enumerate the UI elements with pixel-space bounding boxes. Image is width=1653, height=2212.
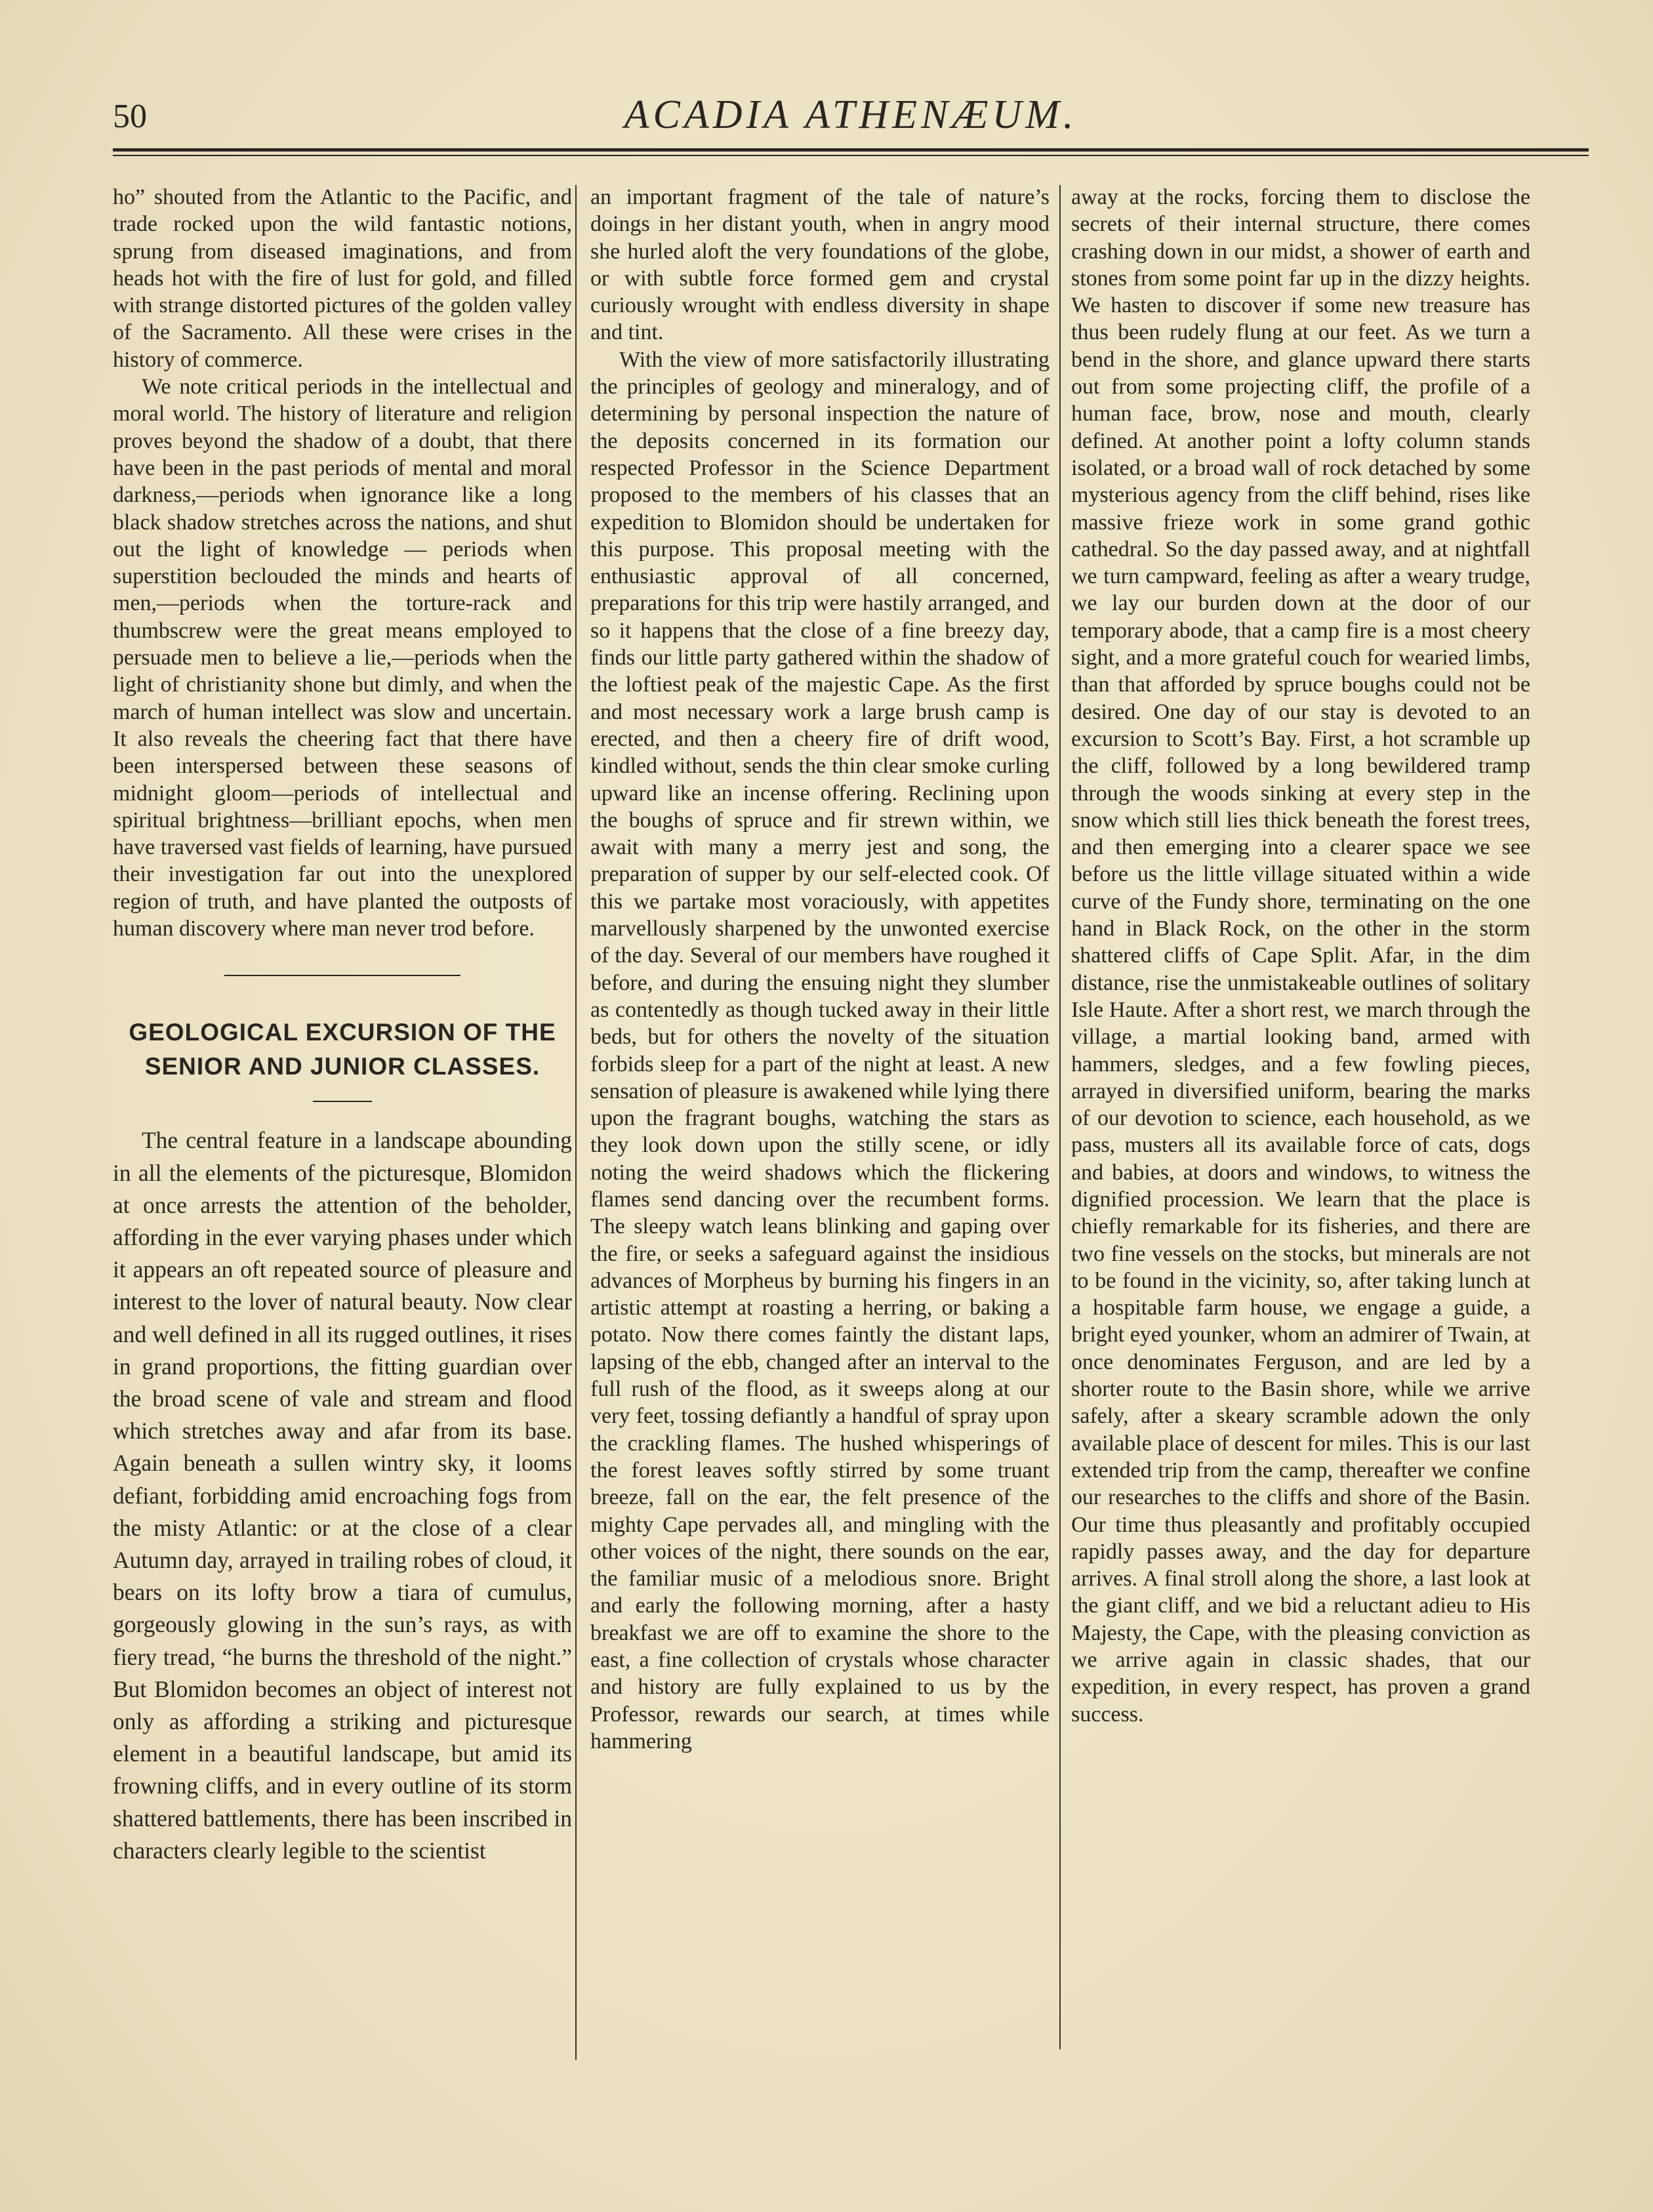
page-header [113,92,1589,144]
section-title [113,1015,572,1084]
running-title: ACADIA ATHENÆUM. [624,92,1078,137]
column-1 [113,184,572,1867]
paragraph: The central feature in a landscape abounding in all the elements of the picturesque, Blomidon at once arrests the attention of the beholder, affording in the ever varying phases under which it appears an oft repeated source of pleasure and interest to the lover of natural beauty. Now clear and well defined in all its rugged outlines, it rises in grand proportions, the fitting guardian over the broad scene of vale and stream and flood which stretches away and afar from its base. Again beneath a sullen wintry sky, it looms defiant, forbidding amid encroaching fogs from the misty Atlantic: or at the close of a clear Autumn day, arrayed in trailing robes of cloud, it bears on its lofty brow a tiara of cumulus, gorgeously glowing in the sun’s rays, as with fiery tread, “he burns the threshold of the night.” But Blomidon becomes an object of interest not only as affording a striking and picturesque element in a beautiful landscape, but amid its frowning cliffs, and in every outline of its storm shattered battlements, there has been inscribed in characters clearly legible to the scientist [113,1127,572,1864]
section-title-line-1: GEOLOGICAL EXCURSION OF THE [129,1019,556,1046]
section-separator [224,975,460,976]
paragraph: We note critical periods in the intellectual and moral world. The history of literature and religion proves beyond the shadow of a doubt, that there have been in the past periods of mental and moral darkness,—periods when ignorance like a long black shadow stretches across the nations, and shut out the light of knowledge — periods when superstition beclouded the minds and hearts of men,—periods when the torture-rack and thumbscrew were the great means employed to persuade men to believe a lie,—periods when the light of christianity shone but dimly, and when the march of human intellect was slow and uncertain. It also reveals the cheering fact that there have been interspersed between these seasons of midnight gloom—periods of intellectual and spiritual brightness—brilliant epochs, when men have traversed vast fields of learning, have pursued their investigation far out into the unexplored region of truth, and have planted the outposts of human discovery where man never trod before. [113,375,572,941]
column-divider-2 [1059,185,1061,2049]
paragraph: ho” shouted from the Atlantic to the Pacific, and trade rocked upon the wild fantastic notions, sprung from diseased imaginations, and from heads hot with the fire of lust for gold, and filled with strange distorted pictures of the golden valley of the Sacramento. All these were crises in the history of commerce. [113,185,572,372]
column-divider-1 [575,185,577,2060]
column-3 [1071,184,1530,1728]
page-number: 50 [113,98,147,135]
paragraph: With the view of more satisfactorily illustrating the principles of geology and mineralogy, and of determining by personal inspection the nature of the deposits concerned in its formation our respected Professor in the Science Department proposed to the members of his classes that an expedition to Blomidon should be undertaken for this purpose. This proposal meeting with the enthusiastic approval of all concerned, preparations for this trip were hastily arranged, and so it happens that the close of a fine breezy day, finds our little party gathered within the shadow of the loftiest peak of the majestic Cape. As the first and most necessary work a large brush camp is erected, and then a cheery fire of drift wood, kindled without, sends the thin clear smoke curling upward like an incense offering. Reclining upon the boughs of spruce and fir strewn within, we await with many a merry jest and song, the preparation of supper by our self-elected cook. Of this we partake most voraciously, with appetites marvellously sharpened by the unwonted exercise of the day. Several of our members have roughed it before, and during the ensuing night they slumber as contentedly as though tucked away in their little beds, but for others the novelty of the situation forbids sleep for a part of the night at least. A new sensation of pleasure is awakened while lying there upon the fragrant boughs, watching the stars as they look down upon the stilly scene, or idly noting the weird shadows which the flickering flames send dancing over the recumbent forms. The sleepy watch leans blinking and gaping over the fire, or seeks a safeguard against the insidious advances of Morpheus by burning his fingers in an artistic attempt at roasting a herring, or baking a potato. Now there comes faintly the distant laps, lapsing of the ebb, changed after an interval to the full rush of the flood, as it sweeps along at our very feet, tossing defiantly a handful of spray upon the crackling flames. The hushed whisperings of the forest leaves softly stirred by some truant breeze, fall on the ear, the felt presence of the mighty Cape pervades all, and mingling with the other voices of the night, there sounds on the ear, the familiar music of a melodious snore. Bright and early the following morning, after a hasty breakfast we are off to examine the shore to the east, a fine collection of crystals whose character and history are fully explained to us by the Professor, rewards our search, at times while hammering [590,347,1050,1753]
paragraph: away at the rocks, forcing them to disclose the secrets of their internal structure, there comes crashing down in our midst, a shower of earth and stones from some point far up in the dizzy heights. We hasten to discover if some new treasure has thus been rudely flung at our feet. As we turn a bend in the shore, and glance upward there starts out from some projecting cliff, the profile of a human face, brow, nose and mouth, clearly defined. At another point a lofty column stands isolated, or a broad wall of rock detached by some mysterious agency from the cliff behind, rises like massive frieze work in some grand gothic cathedral. So the day passed away, and at nightfall we turn campward, feeling as after a weary trudge, we lay our burden down at the door of our temporary abode, that a camp fire is a most cheery sight, and a more grateful couch for wearied limbs, than that afforded by spruce boughs could not be desired. One day of our stay is devoted to an excursion to Scott’s Bay. First, a hot scramble up the cliff, followed by a long bewildered tramp through the woods sinking at every step in the snow which still lies thick beneath the forest trees, and then emerging into a clearer space we see before us the little village situated within a wide curve of the Fundy shore, terminating on the one hand in Black Rock, on the other in the storm shattered cliffs of Cape Split. Afar, in the dim distance, rise the unmistakeable outlines of solitary Isle Haute. After a short rest, we march through the village, a martial looking band, armed with hammers, sledges, and a few fowling pieces, arrayed in diversified uniform, bearing the marks of our devotion to science, each household, as we pass, musters all its available force of cats, dogs and babies, at doors and windows, to witness the dignified procession. We learn that the place is chiefly remarkable for its fisheries, and there are two fine vessels on the stocks, but minerals are not to be found in the vicinity, so, after taking lunch at a hospitable farm house, we engage a guide, a bright eyed younker, whom an admirer of Twain, at once denominates Ferguson, and are led by a shorter route to the Basin shore, while we arrive safely, after a skeary scramble adown the only available place of descent for miles. This is our last extended trip from the camp, thereafter we confine our researches to the cliffs and shore of the Basin. Our time thus pleasantly and profitably occupied rapidly passes away, and the day for departure arrives. A final stroll along the shore, a last look at the giant cliff, and we bid a reluctant adieu to His Majesty, the Cape, with the pleasing conviction as we arrive again in classic shades, that our expedition, in every respect, has proven a grand success. [1071,185,1530,1727]
section-body [113,1124,572,1867]
paragraph: an important fragment of the tale of nature’s doings in her distant youth, when in angry mood she hurled aloft the very foundations of the globe, or with subtle force formed gem and crystal curiously wrought with endless diversity in shape and tint. [590,185,1050,345]
title-rule [313,1101,372,1102]
section-title-line-2: SENIOR AND JUNIOR CLASSES. [144,1053,541,1080]
column-2 [590,184,1050,1755]
header-rule-thin [113,155,1589,156]
header-rule [113,148,1589,152]
